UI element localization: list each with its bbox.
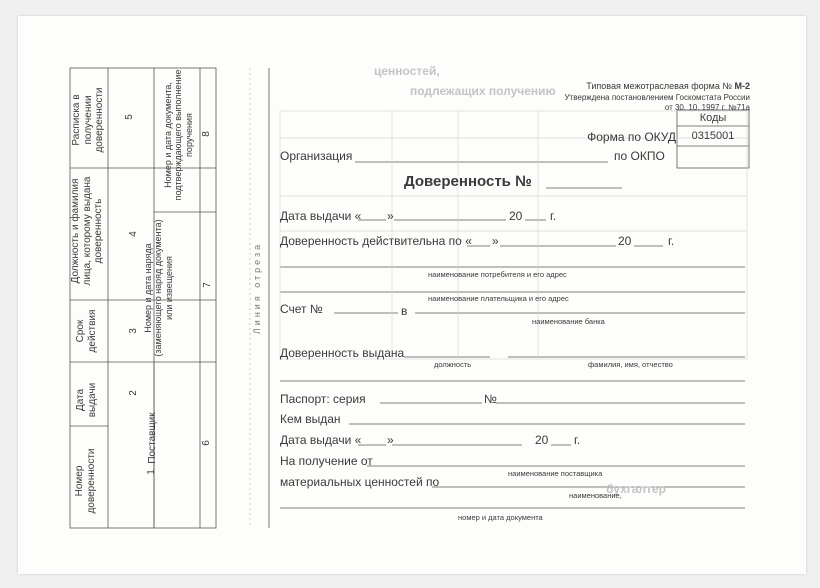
name-caption-2: наименование,	[569, 491, 622, 500]
approved-by: Утверждена постановлением Госкомстата России	[564, 93, 750, 102]
payer-caption: наименование плательщика и его адрес	[428, 294, 569, 303]
stub-col4-label: Должность и фамилия лица, которому выдана доверенность	[70, 176, 104, 286]
receive-from-label: На получение от	[280, 454, 373, 468]
form-number: М-2	[734, 81, 750, 91]
issue-date-quote: »	[387, 209, 394, 223]
material-values-label: материальных ценностей по	[280, 475, 440, 489]
supplier-caption: наименование поставщика	[508, 469, 603, 478]
valid-year-suffix: г.	[668, 234, 675, 248]
cut-line-label: Линия отреза	[252, 241, 262, 335]
valid-year-prefix: 20	[618, 234, 632, 248]
stub-num2: 2	[128, 390, 139, 396]
consumer-caption: наименование потребителя и его адрес	[428, 270, 567, 279]
approved-date: от 30. 10. 1997 г. №71а	[664, 103, 750, 112]
stub-col2-label: Дата выдачи	[75, 382, 98, 418]
stub-num8: 8	[201, 131, 212, 137]
stub-num7: 7	[202, 282, 213, 288]
issued-by-label: Кем выдан	[280, 412, 341, 426]
account-label: Счет №	[280, 302, 323, 316]
okpo-label: по ОКПО	[614, 149, 665, 163]
stub-col1-label: Номер доверенности	[74, 448, 97, 514]
stub-supplier-label: Поставщик	[147, 412, 158, 464]
valid-until-label: Доверенность действительна по «	[280, 234, 472, 248]
form-sheet	[18, 16, 806, 574]
issue-year-prefix: 20	[509, 209, 523, 223]
stub-num1: 1	[146, 469, 157, 475]
stub-num3: 3	[128, 328, 139, 334]
form-type: Типовая межотраслевая форма № М-2	[586, 81, 750, 91]
position-caption: должность	[434, 360, 472, 369]
show-through-text: подлежащих получению	[410, 84, 556, 98]
passport-series-label: Паспорт: серия	[280, 392, 366, 406]
stub-col5-label: Расписка в получении доверенности	[71, 87, 105, 153]
show-through-text: ценностей,	[374, 64, 440, 78]
issue-date-label: Дата выдачи «	[280, 209, 362, 223]
stub-num5: 5	[124, 114, 135, 120]
organization-label: Организация	[280, 149, 353, 163]
passport-number-label: №	[484, 392, 497, 406]
issue-year-suffix: г.	[550, 209, 557, 223]
okud-label: Форма по ОКУД	[587, 130, 676, 144]
doc-caption: номер и дата документа	[458, 513, 543, 522]
stub-num6: 6	[201, 440, 212, 446]
codes-title: Коды	[699, 112, 727, 124]
passport-year-suffix: г.	[574, 433, 581, 447]
passport-date-quote: »	[387, 433, 394, 447]
issued-to-label: Доверенность выдана	[280, 346, 405, 360]
stub-num4: 4	[128, 231, 139, 237]
bank-in-label: в	[401, 304, 408, 318]
valid-until-quote: »	[492, 234, 499, 248]
passport-year-prefix: 20	[535, 433, 549, 447]
passport-date-label: Дата выдачи «	[280, 433, 362, 447]
show-through-text: бухгалтер	[606, 482, 666, 496]
form-title: Доверенность №	[404, 173, 532, 190]
stub-confirm-doc-label: Номер и дата документа, подтверждающего выполнение поручения	[163, 69, 194, 201]
bank-caption: наименование банка	[532, 317, 605, 326]
stub-order-doc-label: Номер и дата наряда (заменяющего наряд документа) или извещения	[143, 219, 174, 357]
stub-col3-label: Срок действия	[75, 309, 98, 353]
okud-value: 0315001	[691, 130, 735, 142]
name-caption: фамилия, имя, отчество	[588, 360, 673, 369]
